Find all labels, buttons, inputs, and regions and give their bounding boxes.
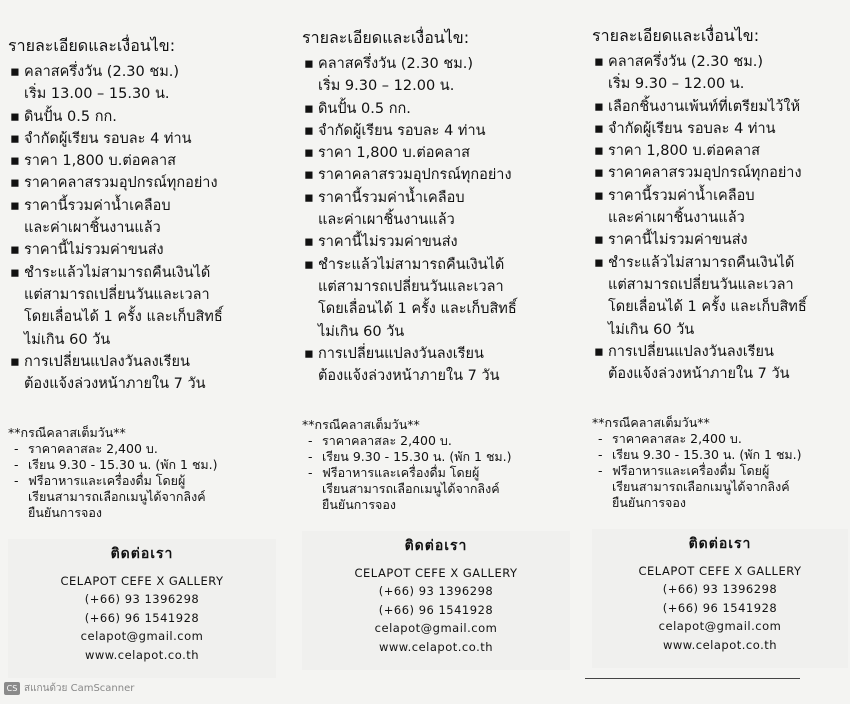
bullet-icon: ▪	[594, 54, 604, 70]
full-day-line: เรียนสามารถเลือกเมนูได้จากลิงค์	[322, 481, 500, 497]
list-item-line: และค่าเผาชิ้นงานแล้ว	[608, 210, 745, 227]
list-item	[8, 262, 276, 351]
contact-title: ติดต่อเรา	[110, 546, 174, 563]
list-item-line: ดินปั้น 0.5 กก.	[24, 108, 117, 125]
bullet-icon: ▪	[10, 353, 20, 370]
list-item-line: ราคาคลาสรวมอุปกรณ์ทุกอย่าง	[24, 175, 218, 192]
bullet-icon: ▪	[10, 197, 20, 214]
dash-icon: -	[308, 465, 313, 481]
list-item	[302, 120, 570, 142]
list-item	[592, 51, 848, 96]
dash-icon: -	[598, 431, 603, 447]
list-item-line: ไม่เกิน 60 วัน	[24, 331, 111, 348]
list-item-line: ราคานี้ไม่รวมค่าขนส่ง	[24, 242, 164, 259]
full-day-title: **กรณีคลาสเต็มวัน**	[302, 417, 420, 433]
full-day-item	[302, 433, 570, 449]
bullet-icon: ▪	[594, 120, 604, 137]
list-item-line: ราคานี้รวมค่าน้ำเคลือบ	[318, 189, 465, 206]
list-item	[8, 128, 276, 150]
list-item	[592, 162, 848, 184]
full-day-line: ยืนยันการจอง	[612, 495, 686, 511]
list-item-line: ราคานี้รวมค่าน้ำเคลือบ	[24, 197, 171, 214]
dash-icon: -	[14, 441, 19, 457]
list-item	[592, 341, 848, 386]
full-day-item	[8, 441, 276, 457]
dash-icon: -	[308, 449, 313, 465]
list-item-line: ชำระแล้วไม่สามารถคืนเงินได้	[608, 254, 795, 271]
full-day-line: ฟรีอาหารและเครื่องดื่ม โดยผู้	[322, 465, 480, 481]
list-item-line: โดยเลื่อนได้ 1 ครั้ง และเก็บสิทธิ์	[318, 301, 517, 318]
list-item	[302, 142, 570, 164]
full-day-section	[592, 415, 848, 511]
contact-title: ติดต่อเรา	[404, 538, 468, 555]
list-item	[302, 187, 570, 232]
list-item	[302, 343, 570, 388]
bullet-icon: ▪	[594, 343, 604, 360]
section-heading: รายละเอียดและเงื่อนไข:	[592, 26, 760, 45]
contact-line: celapot@gmail.com	[374, 621, 498, 636]
bullet-icon: ▪	[10, 175, 20, 192]
contact-line: www.celapot.co.th	[84, 647, 200, 662]
list-item	[592, 140, 848, 162]
full-day-line: ราคาคลาสละ 2,400 บ.	[322, 433, 452, 449]
list-item	[592, 252, 848, 341]
list-item-line: ราคา 1,800 บ.ต่อคลาส	[24, 153, 177, 170]
bullet-icon: ▪	[594, 165, 604, 182]
list-item	[302, 53, 570, 98]
full-day-section	[302, 417, 570, 513]
list-item-line: และค่าเผาชิ้นงานแล้ว	[318, 212, 455, 229]
camscanner-logo-icon: CS	[4, 682, 20, 695]
list-item	[592, 185, 848, 230]
column-1	[8, 34, 276, 678]
contact-line: www.celapot.co.th	[378, 639, 494, 654]
list-item-line: ต้องแจ้งล่วงหน้าภายใน 7 วัน	[318, 368, 500, 385]
list-item-line: จำกัดผู้เรียน รอบละ 4 ท่าน	[24, 130, 192, 147]
full-day-section	[8, 425, 276, 521]
contact-title: ติดต่อเรา	[688, 536, 752, 553]
list-item	[302, 98, 570, 120]
contact-line: www.celapot.co.th	[662, 637, 778, 652]
list-item-line: ดินปั้น 0.5 กก.	[318, 100, 411, 117]
dash-icon: -	[598, 463, 603, 479]
list-item-line: ไม่เกิน 60 วัน	[608, 321, 695, 338]
contact-line: (+66) 96 1541928	[84, 610, 200, 625]
bullet-icon: ▪	[10, 130, 20, 147]
list-item-line: ราคานี้รวมค่าน้ำเคลือบ	[608, 187, 755, 204]
list-item	[8, 106, 276, 128]
bullet-icon: ▪	[594, 187, 604, 204]
bullet-icon: ▪	[304, 56, 314, 72]
full-day-line: ฟรีอาหารและเครื่องดื่ม โดยผู้	[28, 473, 186, 489]
bullet-icon: ▪	[594, 98, 604, 115]
list-item	[8, 172, 276, 194]
contact-line: (+66) 93 1396298	[84, 592, 200, 607]
contact-line: (+66) 93 1396298	[378, 584, 494, 599]
bullet-icon: ▪	[304, 345, 314, 362]
list-item	[302, 164, 570, 186]
full-day-line: เรียน 9.30 - 15.30 น. (พัก 1 ชม.)	[612, 447, 802, 463]
contact-line: celapot@gmail.com	[80, 629, 204, 644]
bullet-icon: ▪	[594, 232, 604, 249]
list-item-line: คลาสครึ่งวัน (2.30 ชม.)	[318, 56, 474, 72]
list-item	[8, 239, 276, 261]
list-item-line: ราคา 1,800 บ.ต่อคลาส	[608, 143, 761, 160]
bullet-icon: ▪	[594, 143, 604, 160]
list-item-line: ราคาคลาสรวมอุปกรณ์ทุกอย่าง	[608, 165, 802, 182]
bullet-icon: ▪	[10, 242, 20, 259]
list-item	[8, 150, 276, 172]
list-item	[592, 118, 848, 140]
contact-line: celapot@gmail.com	[658, 619, 782, 634]
list-item-line: เลือกชิ้นงานเพ้นท์ที่เตรียมไว้ให้	[608, 98, 801, 115]
bullet-icon: ▪	[10, 108, 20, 125]
list-item-line: ชำระแล้วไม่สามารถคืนเงินได้	[24, 264, 211, 281]
list-item-line: จำกัดผู้เรียน รอบละ 4 ท่าน	[608, 120, 776, 137]
list-item-line: และค่าเผาชิ้นงานแล้ว	[24, 220, 161, 237]
list-item-line: เริ่ม 9.30 – 12.00 น.	[608, 76, 745, 93]
dash-icon: -	[14, 457, 19, 473]
section-heading: รายละเอียดและเงื่อนไข:	[8, 36, 176, 55]
full-day-title: **กรณีคลาสเต็มวัน**	[8, 425, 126, 441]
bullet-icon: ▪	[10, 153, 20, 170]
contact-line: CELAPOT CEFE X GALLERY	[60, 573, 224, 588]
list-item-line: การเปลี่ยนแปลงวันลงเรียน	[318, 345, 484, 362]
bullet-icon: ▪	[304, 234, 314, 251]
full-day-item	[592, 463, 848, 511]
list-item	[592, 229, 848, 251]
list-item-line: เริ่ม 9.30 – 12.00 น.	[318, 78, 455, 95]
list-item-line: จำกัดผู้เรียน รอบละ 4 ท่าน	[318, 122, 486, 139]
list-item-line: ไม่เกิน 60 วัน	[318, 323, 405, 340]
bullet-icon: ▪	[10, 64, 20, 80]
full-day-line: เรียน 9.30 - 15.30 น. (พัก 1 ชม.)	[322, 449, 512, 465]
dash-icon: -	[308, 433, 313, 449]
column-2	[302, 26, 570, 670]
list-item-line: การเปลี่ยนแปลงวันลงเรียน	[24, 353, 190, 370]
full-day-line: ยืนยันการจอง	[28, 505, 102, 521]
list-item	[302, 254, 570, 343]
list-item-line: ราคา 1,800 บ.ต่อคลาส	[318, 145, 471, 162]
full-day-line: เรียนสามารถเลือกเมนูได้จากลิงค์	[612, 479, 790, 495]
watermark-text: สแกนด้วย CamScanner	[24, 683, 135, 694]
contact-line: (+66) 96 1541928	[662, 600, 778, 615]
contact-line: (+66) 93 1396298	[662, 582, 778, 597]
full-day-line: เรียน 9.30 - 15.30 น. (พัก 1 ชม.)	[28, 457, 218, 473]
bullet-icon: ▪	[10, 264, 20, 281]
list-item	[302, 231, 570, 253]
list-item-line: ต้องแจ้งล่วงหน้าภายใน 7 วัน	[608, 366, 790, 383]
contact-line: (+66) 96 1541928	[378, 602, 494, 617]
list-item-line: โดยเลื่อนได้ 1 ครั้ง และเก็บสิทธิ์	[24, 309, 223, 326]
dash-icon: -	[14, 473, 19, 489]
list-item	[592, 96, 848, 118]
section-heading: รายละเอียดและเงื่อนไข:	[302, 28, 470, 47]
list-item-line: ราคานี้ไม่รวมค่าขนส่ง	[608, 232, 748, 249]
bullet-icon: ▪	[304, 145, 314, 162]
full-day-line: ราคาคลาสละ 2,400 บ.	[28, 441, 158, 457]
list-item-line: ชำระแล้วไม่สามารถคืนเงินได้	[318, 256, 505, 273]
list-item-line: ต้องแจ้งล่วงหน้าภายใน 7 วัน	[24, 376, 206, 393]
contact-section	[8, 539, 276, 678]
bullet-icon: ▪	[304, 167, 314, 184]
full-day-item	[592, 447, 848, 463]
bullet-icon: ▪	[594, 254, 604, 271]
list-item-line: แต่สามารถเปลี่ยนวันและเวลา	[318, 278, 504, 295]
list-item-line: โดยเลื่อนได้ 1 ครั้ง และเก็บสิทธิ์	[608, 299, 807, 316]
dash-icon: -	[598, 447, 603, 463]
contact-line: CELAPOT CEFE X GALLERY	[638, 563, 802, 578]
full-day-line: ฟรีอาหารและเครื่องดื่ม โดยผู้	[612, 463, 770, 479]
full-day-item	[302, 465, 570, 513]
full-day-item	[592, 431, 848, 447]
list-item	[8, 195, 276, 240]
full-day-item	[302, 449, 570, 465]
bullet-icon: ▪	[304, 122, 314, 139]
list-item-line: ราคาคลาสรวมอุปกรณ์ทุกอย่าง	[318, 167, 512, 184]
list-item-line: เริ่ม 13.00 – 15.30 น.	[24, 86, 170, 103]
contact-section	[592, 529, 848, 668]
list-item-line: คลาสครึ่งวัน (2.30 ชม.)	[24, 64, 180, 80]
full-day-item	[8, 457, 276, 473]
divider-line	[585, 678, 800, 679]
full-day-line: ยืนยันการจอง	[322, 497, 396, 513]
bullet-icon: ▪	[304, 256, 314, 273]
contact-section	[302, 531, 570, 670]
list-item-line: การเปลี่ยนแปลงวันลงเรียน	[608, 343, 774, 360]
scanner-watermark	[4, 681, 134, 696]
bullet-icon: ▪	[304, 189, 314, 206]
list-item-line: แต่สามารถเปลี่ยนวันและเวลา	[24, 286, 210, 303]
bullet-icon: ▪	[304, 100, 314, 117]
full-day-title: **กรณีคลาสเต็มวัน**	[592, 415, 710, 431]
full-day-item	[8, 473, 276, 521]
column-3	[592, 24, 848, 668]
list-item-line: คลาสครึ่งวัน (2.30 ชม.)	[608, 54, 764, 70]
list-item-line: ราคานี้ไม่รวมค่าขนส่ง	[318, 234, 458, 251]
full-day-line: ราคาคลาสละ 2,400 บ.	[612, 431, 742, 447]
list-item	[8, 61, 276, 106]
list-item-line: แต่สามารถเปลี่ยนวันและเวลา	[608, 276, 794, 293]
full-day-line: เรียนสามารถเลือกเมนูได้จากลิงค์	[28, 489, 206, 505]
contact-line: CELAPOT CEFE X GALLERY	[354, 565, 518, 580]
list-item	[8, 351, 276, 396]
